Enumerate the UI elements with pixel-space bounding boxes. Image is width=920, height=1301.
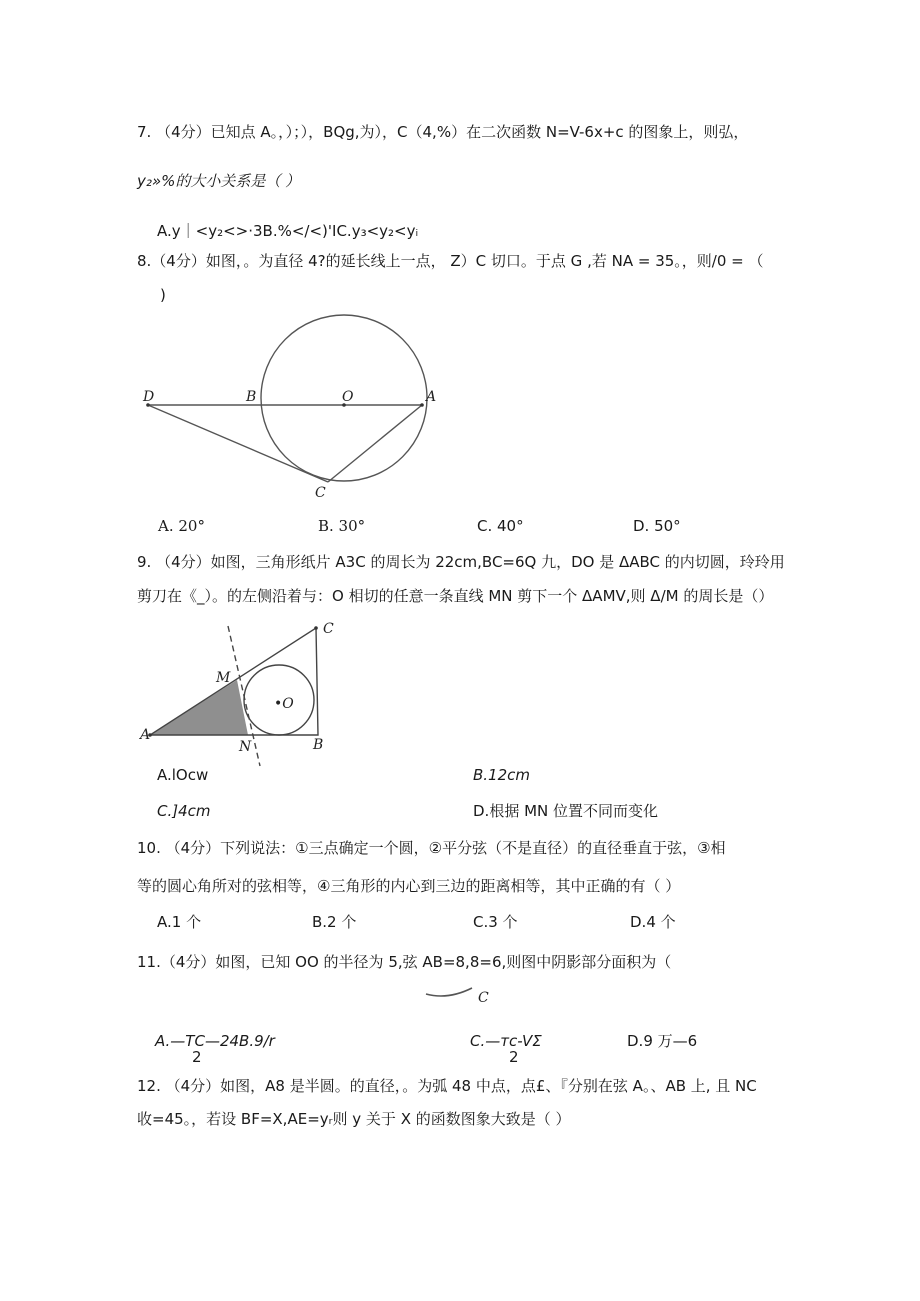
q11-label-c: C (478, 990, 489, 1006)
q8-option-d: D. 50° (633, 517, 681, 535)
q12-stem-line2: 收=45。，若设 BF=X,AE=yᵣ则 y 关于 X 的函数图象大致是（ ） (137, 1110, 571, 1128)
q8-stem-line1: 8.（4分）如图，。为直径 4?的延长线上一点， Z）C 切口。于点 G ,若 NA = 35。，则/0 = （ (137, 252, 764, 270)
q9-label-n: N (239, 739, 252, 755)
q8-line-dc (148, 405, 328, 482)
q8-stem-line2: ) (160, 286, 166, 304)
q11-option-d: D.9 万—6 (627, 1032, 698, 1050)
q11-arc-figure (420, 980, 500, 1010)
q8-point-a-dot (420, 403, 424, 407)
q11-option-a: A.—TC—24B.9/r (155, 1032, 275, 1050)
q8-option-b: B. 30° (318, 517, 366, 535)
q8-label-a: A (426, 389, 437, 405)
q9-option-c: C.]4cm (157, 802, 211, 820)
q8-option-a: A. 20° (158, 517, 205, 535)
q9-point-c-dot (314, 626, 318, 630)
q9-stem-line2: 剪刀在《_）。的左侧沿着与：O 相切的任意一条直线 MN 剪下一个 ΔAMV,则 Δ/M 的周长是（） (137, 587, 774, 605)
q11-option-c: C.—тc-VΣ (470, 1032, 542, 1050)
q8-label-d: D (143, 389, 155, 405)
q7-stem-line1: 7. （4分）已知点 A。，）；），BQg,为），C（4,%）在二次函数 N=V-6x+c 的图象上，则弘， (137, 123, 749, 141)
q10-stem-line2: 等的圆心角所对的弦相等，④三角形的内心到三边的距离相等，其中正确的有（ ） (137, 877, 681, 895)
q9-triangle-figure (138, 618, 348, 768)
q9-label-b: B (313, 737, 324, 753)
q10-stem-line1: 10. （4分）下列说法：①三点确定一个圆，②平分弦（不是直径）的直径垂直于弦，③相 (137, 839, 726, 857)
q8-label-c: C (315, 485, 326, 501)
q9-option-b: B.12cm (473, 766, 531, 784)
q9-label-m: M (216, 670, 231, 686)
q9-shaded-triangle-amn (150, 680, 248, 735)
q8-line-ac (328, 405, 422, 482)
q8-circle-figure (130, 300, 470, 510)
q9-label-a: A (140, 727, 151, 743)
q7-stem-line2: y₂»%的大小关系是（ ） (137, 172, 301, 190)
q10-option-c: C.3 个 (473, 913, 518, 931)
q8-option-c: C. 40° (477, 517, 524, 535)
q9-option-d: D.根据 MN 位置不同而变化 (473, 802, 659, 820)
q9-label-o: •O (274, 696, 294, 712)
q12-stem-line1: 12. （4分）如图，A8 是半圆。的直径，。为弧 48 中点，点£、『分别在弦 A。、AB 上, 且 NC (137, 1077, 757, 1095)
q10-option-d: D.4 个 (630, 913, 676, 931)
q11-option-a-denominator: 2 (192, 1048, 202, 1066)
q11-arc (426, 988, 472, 996)
q10-option-a: A.1 个 (157, 913, 202, 931)
q11-option-c-denominator: 2 (509, 1048, 519, 1066)
q9-option-a: A.lOcw (157, 766, 209, 784)
q8-label-b: B (246, 389, 257, 405)
q9-stem-line1: 9. （4分）如图，三角形纸片 A3C 的周长为 22cm,BC=6Q 九，DO 是 ΔABC 的内切圆，玲玲用 (137, 553, 785, 571)
q7-options: A.y｜<y₂<>·3B.%</<)'IC.y₃<y₂<yᵢ (157, 222, 419, 240)
q11-stem-line1: 11.（4分）如图，已知 OO 的半径为 5,弦 AB=8,8=6,则图中阴影部分面积为（ (137, 953, 672, 971)
q10-option-b: B.2 个 (312, 913, 357, 931)
q8-label-o: O (342, 389, 354, 405)
q9-label-c: C (323, 621, 334, 637)
